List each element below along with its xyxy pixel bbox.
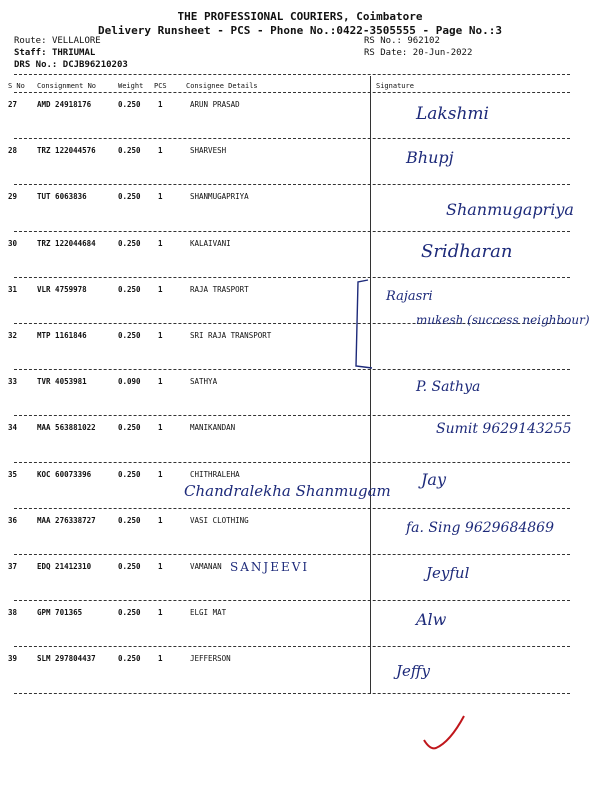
row-pcs: 1	[158, 654, 163, 664]
row-divider	[14, 277, 570, 278]
handwritten-note-row35: Chandralekha Shanmugam	[184, 482, 391, 500]
row-signature: Bhupj	[406, 148, 454, 168]
row-sno: 32	[8, 331, 18, 340]
row-signature: P. Sathya	[416, 379, 481, 396]
rs-no-value: 962102	[407, 36, 440, 46]
row-weight: 0.250	[118, 331, 141, 340]
row-sno: 28	[8, 146, 18, 156]
drs-field	[14, 60, 128, 70]
row-divider	[14, 231, 570, 232]
row-signature: Sumit 9629143255	[436, 421, 572, 438]
row-consignee: MANIKANDAN	[190, 423, 236, 433]
row-pcs: 1	[158, 100, 163, 109]
row-sno: 34	[8, 423, 18, 433]
row-pcs: 1	[158, 515, 163, 525]
row-signature: mukesh (success neighbour)	[416, 313, 590, 327]
row-weight: 0.250	[118, 146, 141, 156]
row-weight: 0.250	[118, 284, 141, 294]
row-consignment: AMD 24918176	[37, 100, 92, 109]
col-sno: S No	[8, 82, 25, 90]
row-consignee: VASI CLOTHING	[190, 515, 249, 525]
red-tick-mark	[420, 712, 470, 757]
staff-label: Staff:	[14, 48, 47, 58]
handwritten-note-row37: SANJEEVI	[230, 560, 310, 574]
row-consignee: SATHYA	[190, 377, 218, 387]
row-signature: Jay	[421, 469, 446, 489]
row-divider	[14, 138, 570, 139]
row-weight: 0.250	[118, 608, 141, 618]
document-title: THE PROFESSIONAL COURIERS, Coimbatore	[177, 10, 423, 23]
rs-no-field	[364, 36, 440, 46]
row-signature: Jeyful	[426, 564, 470, 582]
row-consignee: SHANMUGAPRIYA	[190, 192, 249, 202]
row-pcs: 1	[158, 423, 163, 433]
row-divider	[14, 415, 570, 416]
row-consignment: TRZ 122044576	[37, 146, 96, 156]
row-signature: fa. Sing 9629684869	[406, 519, 554, 536]
row-pcs: 1	[158, 238, 163, 248]
row-consignee: RAJA TRASPORT	[190, 284, 249, 294]
row-sno: 39	[8, 654, 18, 664]
col-consignee: Consignee Details	[186, 82, 258, 90]
handwritten-bracket	[350, 276, 380, 376]
row-sno: 35	[8, 469, 18, 479]
row-divider	[14, 184, 570, 185]
row-consignment: GPM 701365	[37, 608, 83, 618]
row-consignment: TVR 4053981	[37, 377, 87, 387]
row-divider	[14, 554, 570, 555]
row-weight: 0.250	[118, 423, 141, 433]
rs-date-label: RS Date:	[364, 48, 408, 58]
row-weight: 0.250	[118, 515, 141, 525]
col-pcs: PCS	[154, 82, 167, 90]
table-top-rule	[14, 74, 570, 75]
row-consignment: MAA 276338727	[37, 515, 96, 525]
row-signature: Lakshmi	[416, 104, 489, 124]
row-consignee: ELGI MAT	[190, 608, 227, 618]
row-consignment: TRZ 122044684	[37, 238, 96, 248]
row-sno: 37	[8, 562, 18, 571]
drs-label: DRS No.:	[14, 60, 58, 70]
row-divider	[14, 462, 570, 463]
row-consignee: CHITHRALEHA	[190, 469, 240, 479]
row-weight: 0.250	[118, 100, 141, 109]
col-signature: Signature	[376, 82, 414, 90]
document-subtitle: Delivery Runsheet - PCS - Phone No.:0422-3505555 - Page No.:3	[98, 24, 502, 37]
row-signature: Sridharan	[421, 240, 513, 262]
row-sno: 29	[8, 192, 18, 202]
row-divider	[14, 693, 570, 694]
route-value: VELLALORE	[51, 36, 101, 46]
row-weight: 0.250	[118, 469, 141, 479]
route-field	[14, 36, 101, 46]
row-sno: 31	[8, 284, 18, 294]
row-pcs: 1	[158, 284, 163, 294]
staff-field	[14, 48, 95, 58]
row-weight: 0.250	[118, 654, 141, 664]
row-pcs: 1	[158, 377, 163, 387]
row-consignment: MTP 1161846	[37, 331, 87, 340]
row-consignee: JEFFERSON	[190, 654, 231, 664]
row-signature: Shanmugapriya	[446, 200, 574, 220]
row-divider	[14, 646, 570, 647]
row-divider	[14, 600, 570, 601]
row-weight: 0.250	[118, 192, 141, 202]
row-weight: 0.090	[118, 377, 141, 387]
row-consignee: SHARVESH	[190, 146, 227, 156]
row-sno: 27	[8, 100, 18, 109]
row-weight: 0.250	[118, 562, 141, 571]
header-bottom-rule	[14, 92, 570, 93]
row-sno: 36	[8, 515, 18, 525]
row-consignment: VLR 4759978	[37, 284, 87, 294]
rs-date-value: 20-Jun-2022	[412, 48, 473, 58]
row-weight: 0.250	[118, 238, 141, 248]
row-consignment: TUT 6063836	[37, 192, 87, 202]
row-consignee: VAMANAN	[190, 562, 222, 571]
row-sno: 30	[8, 238, 18, 248]
signature-column-divider	[370, 76, 371, 694]
row-consignee: KALAIVANI	[190, 238, 231, 248]
row-signature: Jeffy	[396, 662, 430, 681]
row-consignment: SLM 297804437	[37, 654, 96, 664]
staff-value: THRIUMAL	[51, 48, 96, 58]
row-pcs: 1	[158, 192, 163, 202]
row-consignment: MAA 563881022	[37, 423, 96, 433]
row-sno: 33	[8, 377, 18, 387]
row-pcs: 1	[158, 146, 163, 156]
rs-no-label: RS No.:	[364, 36, 402, 46]
row-consignee: SRI RAJA TRANSPORT	[190, 331, 272, 340]
row-pcs: 1	[158, 469, 163, 479]
row-divider	[14, 369, 570, 370]
rs-date-field	[364, 48, 472, 58]
row-pcs: 1	[158, 562, 163, 571]
col-consignment: Consignment No	[37, 82, 97, 90]
row-sno: 38	[8, 608, 18, 618]
row-consignment: EDQ 21412310	[37, 562, 92, 571]
route-label: Route:	[14, 36, 47, 46]
row-pcs: 1	[158, 608, 163, 618]
col-weight: Weight	[118, 82, 144, 90]
row-consignee: ARUN PRASAD	[190, 100, 240, 109]
row-signature: Alw	[416, 610, 447, 630]
row-divider	[14, 508, 570, 509]
row-pcs: 1	[158, 331, 163, 340]
row-consignment: KOC 60073396	[37, 469, 92, 479]
row-signature: Rajasri	[386, 288, 433, 304]
drs-value: DCJB96210203	[62, 60, 128, 70]
